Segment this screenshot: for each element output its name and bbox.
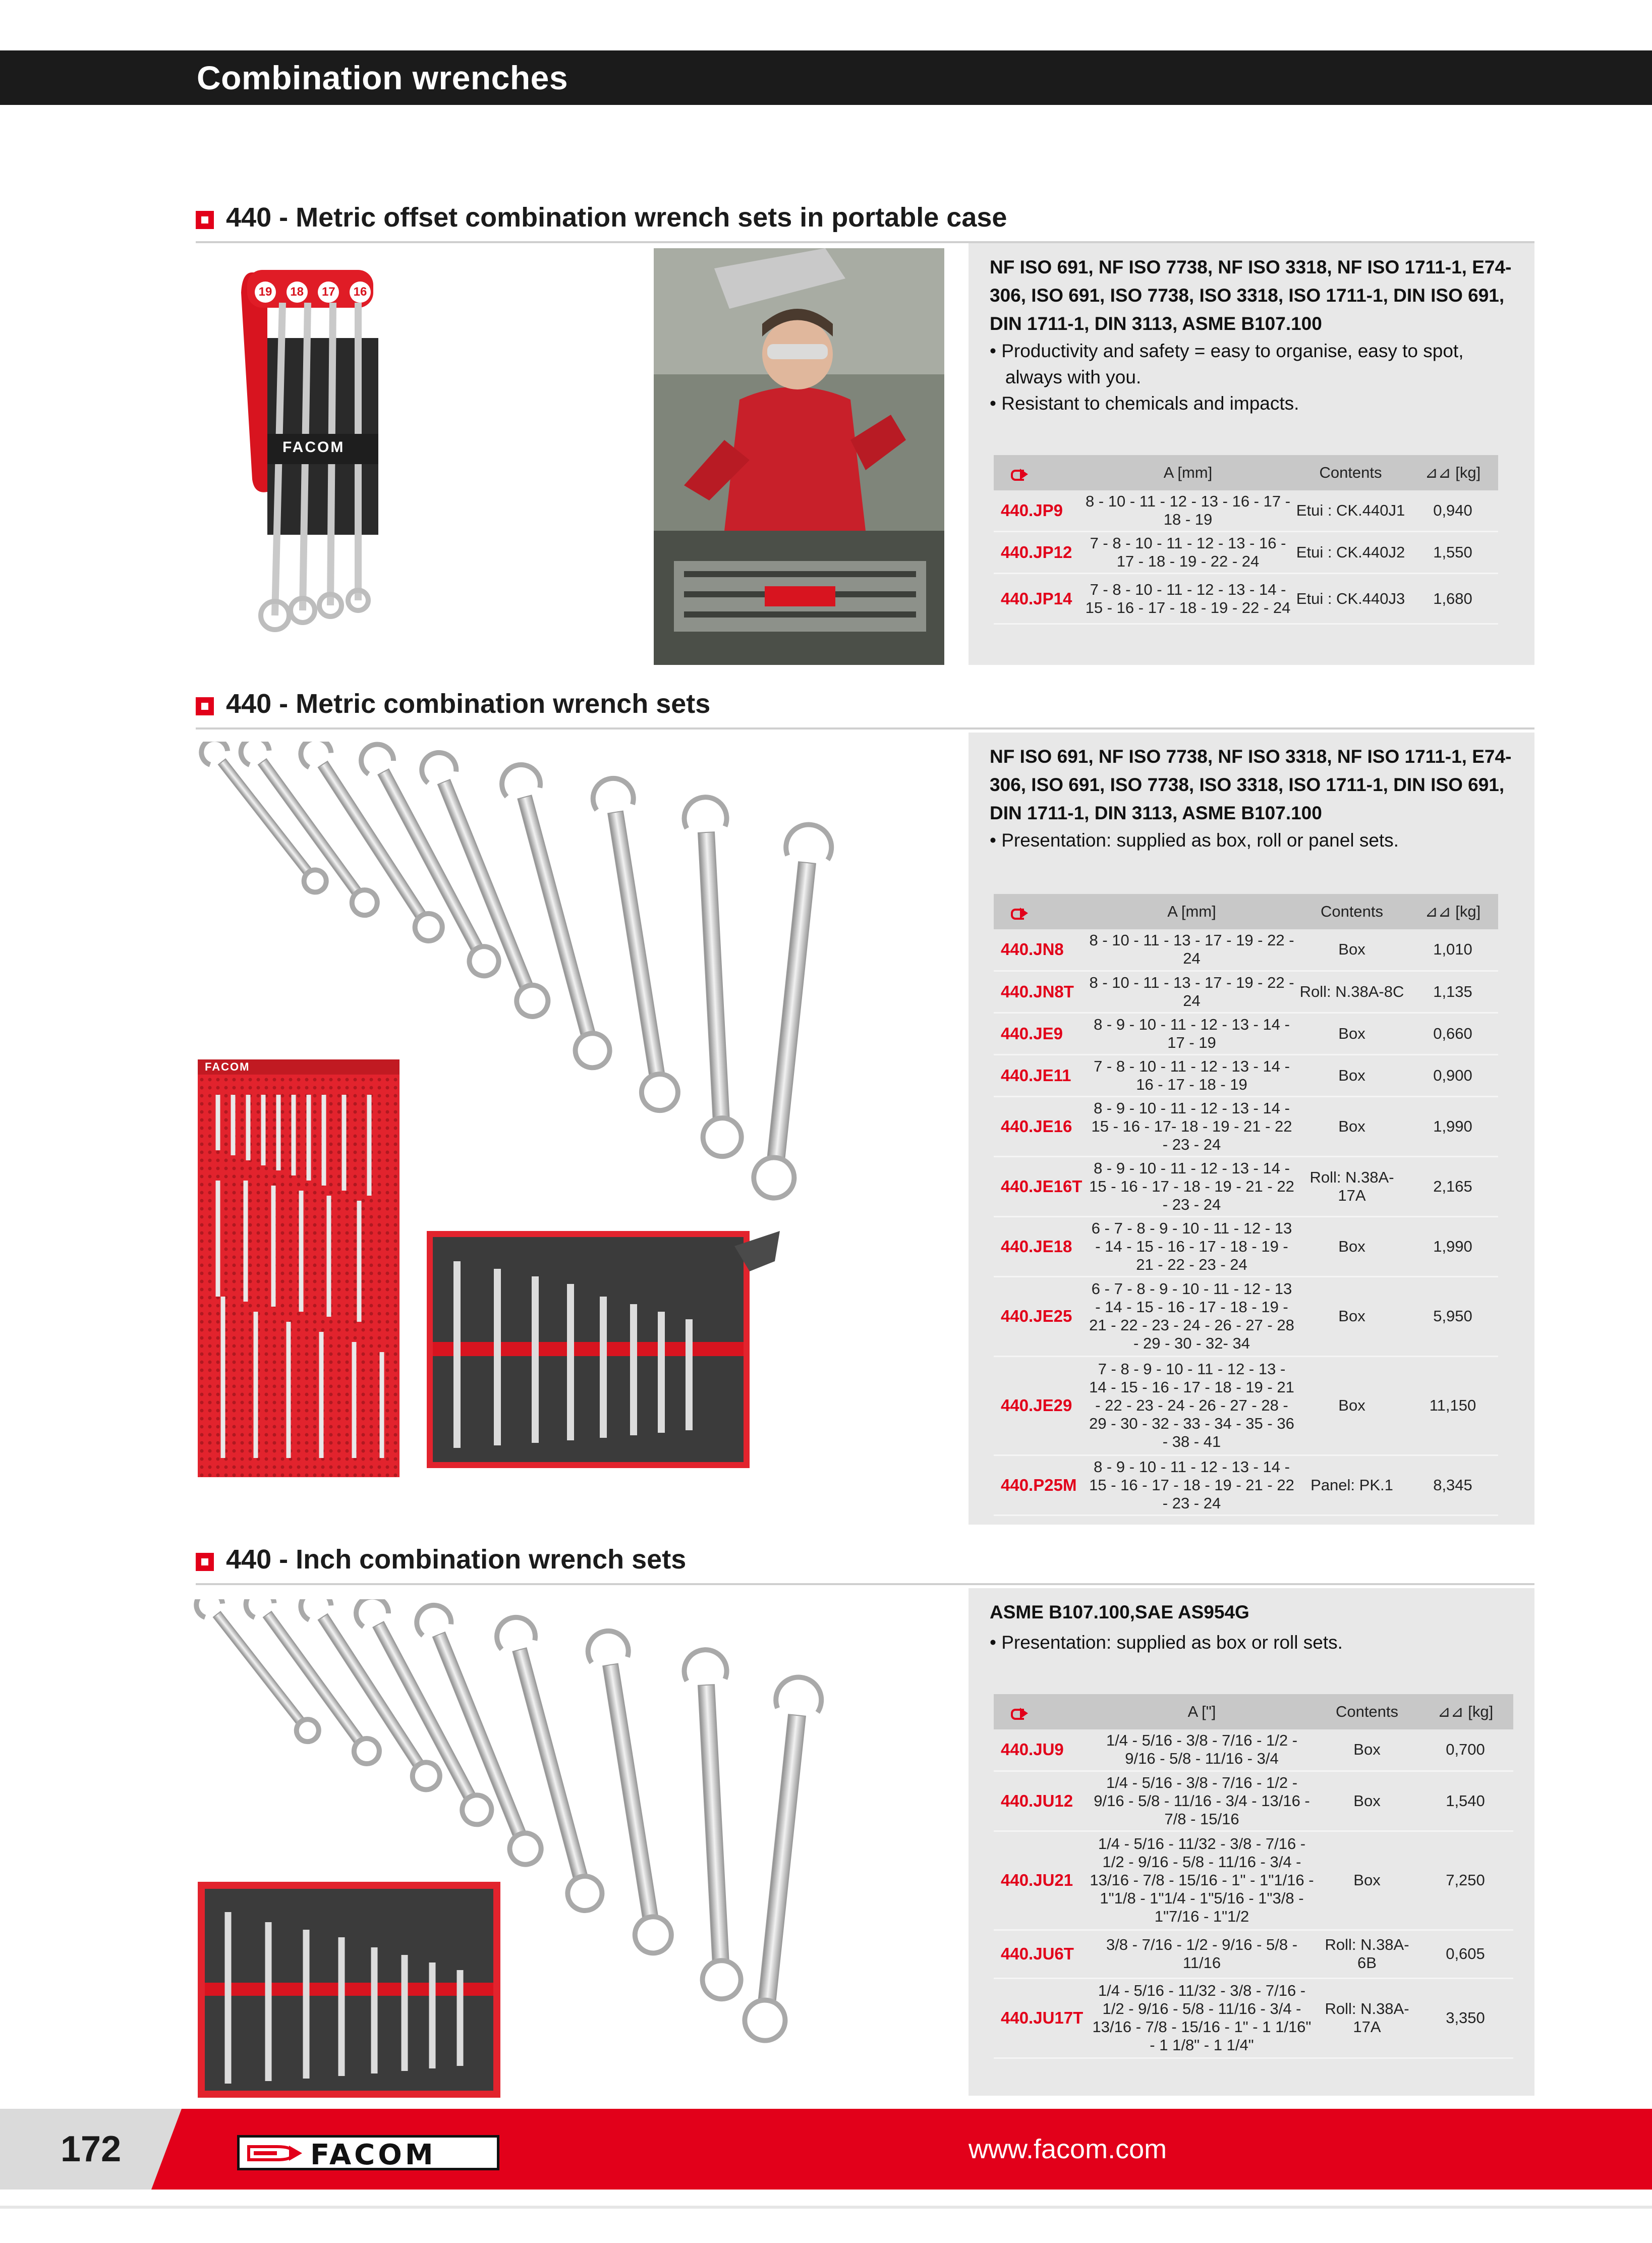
bullet-line: • Productivity and safety = easy to organise, easy to spot,	[990, 341, 1464, 361]
table-row	[994, 532, 1498, 574]
standards-text: ASME B107.100,SAE AS954G	[990, 1602, 1249, 1622]
table-row	[994, 1013, 1498, 1054]
weight-cell: 0,660	[1407, 1013, 1498, 1054]
table-row	[994, 1930, 1513, 1978]
column-header: ⊿⊿ [kg]	[1417, 1694, 1513, 1729]
weight-cell: 2,165	[1407, 1156, 1498, 1216]
section-heading-inch-sets	[196, 1543, 1534, 1585]
product-ref[interactable]: 440.JE16T	[994, 1156, 1087, 1216]
table-row	[994, 929, 1498, 971]
weight-cell: 7,250	[1417, 1831, 1513, 1930]
case-size-label: 19	[255, 282, 276, 303]
weight-cell: 0,940	[1407, 490, 1498, 532]
contents-cell: Box	[1317, 1729, 1417, 1771]
facom-d-icon	[1011, 1708, 1029, 1718]
logo-wordmark: FACOM	[310, 2139, 436, 2171]
page-title: Combination wrenches	[197, 59, 568, 96]
table-row	[994, 1156, 1498, 1216]
section-title: 440 - Metric offset combination wrench sets in portable case	[226, 202, 1007, 233]
standards-text: NF ISO 691, NF ISO 7738, NF ISO 3318, NF ISO 1711-1, E74-306, ISO 691, ISO 7738, ISO 3318, ISO 1711-1, DIN ISO 691, DIN 1711-1, DIN 3113, ASME B107.100	[990, 257, 1512, 334]
weight-cell: 5,950	[1407, 1276, 1498, 1356]
column-header: Contents	[1317, 1694, 1417, 1729]
inch-wrench-roll-image	[198, 1882, 500, 2098]
panel-brand-label: FACOM	[205, 1060, 250, 1073]
product-ref[interactable]: 440.JU9	[994, 1729, 1087, 1771]
section-title: 440 - Inch combination wrench sets	[226, 1544, 687, 1575]
sizes-cell: 1/4 - 5/16 - 3/8 - 7/16 - 1/2 - 9/16 - 5/8 - 11/16 - 3/4 - 13/16 - 7/8 - 15/16	[1087, 1771, 1317, 1831]
weight-cell: 1,135	[1407, 971, 1498, 1013]
column-header: Contents	[1294, 455, 1407, 490]
weight-cell: 8,345	[1407, 1455, 1498, 1515]
table-row	[994, 1356, 1498, 1455]
weight-icon: ⊿⊿	[1425, 464, 1456, 481]
product-ref[interactable]: 440.JE29	[994, 1356, 1087, 1455]
weight-cell: 1,010	[1407, 929, 1498, 971]
sizes-cell: 1/4 - 5/16 - 3/8 - 7/16 - 1/2 - 9/16 - 5/8 - 11/16 - 3/4	[1087, 1729, 1317, 1771]
sizes-cell: 8 - 9 - 10 - 11 - 12 - 13 - 14 - 15 - 16 - 17- 18 - 19 - 21 - 22 - 23 - 24	[1087, 1096, 1296, 1156]
contents-cell: Etui : CK.440J3	[1294, 574, 1407, 624]
case-size-label: 18	[287, 282, 308, 303]
case-size-label: 17	[318, 282, 339, 303]
table-row	[994, 490, 1498, 532]
spec-table-metric	[994, 894, 1498, 1516]
section-heading-metric-sets	[196, 687, 1534, 730]
table-row	[994, 971, 1498, 1013]
table-row	[994, 574, 1498, 624]
sizes-cell: 3/8 - 7/16 - 1/2 - 9/16 - 5/8 - 11/16	[1087, 1930, 1317, 1978]
product-ref[interactable]: 440.JU6T	[994, 1930, 1087, 1978]
weight-cell: 0,605	[1417, 1930, 1513, 1978]
table-row	[994, 1216, 1498, 1276]
header-bar	[0, 50, 1652, 105]
sizes-cell: 7 - 8 - 10 - 11 - 12 - 13 - 14 - 15 - 16 - 17 - 18 - 19 - 22 - 24	[1082, 574, 1294, 624]
table-row	[994, 1729, 1513, 1771]
sizes-cell: 7 - 8 - 10 - 11 - 12 - 13 - 16 - 17 - 18 - 19 - 22 - 24	[1082, 532, 1294, 574]
contents-cell: Etui : CK.440J2	[1294, 532, 1407, 574]
contents-cell: Box	[1317, 1831, 1417, 1930]
table-row	[994, 1096, 1498, 1156]
contents-cell: Box	[1317, 1771, 1417, 1831]
contents-cell: Panel: PK.1	[1296, 1455, 1407, 1515]
bullet-line: • Resistant to chemicals and impacts.	[990, 393, 1299, 414]
weight-icon: ⊿⊿	[1425, 903, 1456, 920]
section-bullet-icon	[196, 1553, 214, 1571]
facom-d-icon	[1011, 908, 1029, 918]
info-panel-metric	[969, 733, 1534, 1525]
table-header-row	[994, 1694, 1513, 1729]
contents-cell: Box	[1296, 1096, 1407, 1156]
product-ref[interactable]: 440.JE18	[994, 1216, 1087, 1276]
contents-cell: Box	[1296, 1054, 1407, 1096]
weight-cell: 1,540	[1417, 1771, 1513, 1831]
contents-cell: Roll: N.38A-8C	[1296, 971, 1407, 1013]
product-ref[interactable]: 440.JN8	[994, 929, 1087, 971]
case-brand-label: FACOM	[282, 439, 345, 456]
column-header: Contents	[1296, 894, 1407, 929]
contents-cell: Box	[1296, 1013, 1407, 1054]
sizes-cell: 8 - 10 - 11 - 13 - 17 - 19 - 22 - 24	[1087, 929, 1296, 971]
sizes-cell: 1/4 - 5/16 - 11/32 - 3/8 - 7/16 - 1/2 - 9/16 - 5/8 - 11/16 - 3/4 - 13/16 - 7/8 - 15/16 - 1" - 1"1/16 - 1"1/8 - 1"1/4 - 1"5/16 - 1"3/8 - 1"7/16 - 1"1/2	[1087, 1831, 1317, 1930]
product-ref[interactable]: 440.JU17T	[994, 1978, 1087, 2058]
info-panel-offset	[969, 243, 1534, 665]
product-ref[interactable]: 440.JE25	[994, 1276, 1087, 1356]
footer-url-link[interactable]: www.facom.com	[969, 2134, 1167, 2164]
table-header-row	[994, 894, 1498, 929]
weight-icon: ⊿⊿	[1437, 1703, 1468, 1720]
sizes-cell: 6 - 7 - 8 - 9 - 10 - 11 - 12 - 13 - 14 - 15 - 16 - 17 - 18 - 19 - 21 - 22 - 23 - 24	[1087, 1216, 1296, 1276]
bullet-line: • Presentation: supplied as box or roll sets.	[990, 1632, 1343, 1653]
ref-column-header	[994, 455, 1082, 490]
sizes-cell: 8 - 9 - 10 - 11 - 12 - 13 - 14 - 15 - 16 - 17 - 18 - 19 - 21 - 22 - 23 - 24	[1087, 1156, 1296, 1216]
weight-cell: 1,990	[1407, 1096, 1498, 1156]
weight-cell: 1,550	[1407, 532, 1498, 574]
footer-divider	[0, 2206, 1652, 2209]
contents-cell: Etui : CK.440J1	[1294, 490, 1407, 532]
section-bullet-icon	[196, 211, 214, 229]
section-heading-offset-sets	[196, 201, 1534, 243]
table-row	[994, 1771, 1513, 1831]
product-ref[interactable]: 440.P25M	[994, 1455, 1087, 1515]
contents-cell: Box	[1296, 1276, 1407, 1356]
table-header-row	[994, 455, 1498, 490]
bullet-line: always with you.	[990, 367, 1142, 387]
product-ref[interactable]: 440.JE9	[994, 1013, 1087, 1054]
spec-table-inch	[994, 1694, 1513, 2059]
table-row	[994, 1978, 1513, 2058]
product-ref[interactable]: 440.JP14	[994, 574, 1082, 624]
workshop-photo	[654, 248, 944, 665]
column-header: ⊿⊿ [kg]	[1407, 455, 1498, 490]
page-number: 172	[61, 2129, 122, 2169]
sizes-cell: 8 - 9 - 10 - 11 - 12 - 13 - 14 - 15 - 16 - 17 - 18 - 19 - 21 - 22 - 23 - 24	[1087, 1455, 1296, 1515]
sizes-cell: 8 - 9 - 10 - 11 - 12 - 13 - 14 - 17 - 19	[1087, 1013, 1296, 1054]
product-ref[interactable]: 440.JP12	[994, 532, 1082, 574]
weight-cell: 1,680	[1407, 574, 1498, 624]
standards-text: NF ISO 691, NF ISO 7738, NF ISO 3318, NF ISO 1711-1, E74-306, ISO 691, ISO 7738, ISO 3318, ISO 1711-1, DIN ISO 691, DIN 1711-1, DIN 3113, ASME B107.100	[990, 746, 1512, 823]
contents-cell: Roll: N.38A-17A	[1317, 1978, 1417, 2058]
product-ref[interactable]: 440.JE11	[994, 1054, 1087, 1096]
product-ref[interactable]: 440.JU21	[994, 1831, 1087, 1930]
contents-cell: Box	[1296, 1356, 1407, 1455]
facom-logo[interactable]	[237, 2135, 499, 2170]
sizes-cell: 8 - 10 - 11 - 12 - 13 - 16 - 17 - 18 - 19	[1082, 490, 1294, 532]
section-bullet-icon	[196, 697, 214, 715]
portable-case-image	[232, 262, 383, 646]
contents-cell: Box	[1296, 1216, 1407, 1276]
weight-cell: 1,990	[1407, 1216, 1498, 1276]
product-ref[interactable]: 440.JP9	[994, 490, 1082, 532]
column-header: ⊿⊿ [kg]	[1407, 894, 1498, 929]
section-title: 440 - Metric combination wrench sets	[226, 689, 711, 719]
sizes-cell: 6 - 7 - 8 - 9 - 10 - 11 - 12 - 13 - 14 - 15 - 16 - 17 - 18 - 19 - 21 - 22 - 23 - 24 - 26 - 27 - 28 - 29 - 30 - 32- 34	[1087, 1276, 1296, 1356]
column-header: A [mm]	[1087, 894, 1296, 929]
bullet-line: • Presentation: supplied as box, roll or panel sets.	[990, 830, 1399, 851]
ref-column-header	[994, 894, 1087, 929]
product-ref[interactable]: 440.JU12	[994, 1771, 1087, 1831]
table-row	[994, 1455, 1498, 1515]
contents-cell: Box	[1296, 929, 1407, 971]
table-row	[994, 1831, 1513, 1930]
product-ref[interactable]: 440.JN8T	[994, 971, 1087, 1013]
info-panel-inch	[969, 1588, 1534, 2096]
wrench-panel-board-image	[198, 1059, 400, 1477]
product-ref[interactable]: 440.JE16	[994, 1096, 1087, 1156]
wrench-roll-image	[427, 1231, 780, 1468]
sizes-cell: 8 - 10 - 11 - 13 - 17 - 19 - 22 - 24	[1087, 971, 1296, 1013]
sizes-cell: 7 - 8 - 10 - 11 - 12 - 13 - 14 - 16 - 17 - 18 - 19	[1087, 1054, 1296, 1096]
sizes-cell: 7 - 8 - 9 - 10 - 11 - 12 - 13 - 14 - 15 - 16 - 17 - 18 - 19 - 21 - 22 - 23 - 24 - 26 - 27 - 28 - 29 - 30 - 32 - 33 - 34 - 35 - 36 - 38 - 41	[1087, 1356, 1296, 1455]
spec-table-offset	[994, 455, 1498, 625]
weight-cell: 0,700	[1417, 1729, 1513, 1771]
ref-column-header	[994, 1694, 1087, 1729]
facom-d-icon	[247, 2144, 302, 2163]
weight-cell: 3,350	[1417, 1978, 1513, 2058]
facom-d-icon	[1011, 469, 1029, 479]
contents-cell: Roll: N.38A-6B	[1317, 1930, 1417, 1978]
case-size-label: 16	[350, 282, 371, 303]
column-header: A ["]	[1087, 1694, 1317, 1729]
weight-cell: 11,150	[1407, 1356, 1498, 1455]
contents-cell: Roll: N.38A-17A	[1296, 1156, 1407, 1216]
table-row	[994, 1276, 1498, 1356]
sizes-cell: 1/4 - 5/16 - 11/32 - 3/8 - 7/16 - 1/2 - 9/16 - 5/8 - 11/16 - 3/4 - 13/16 - 7/8 - 15/16 - 1" - 1 1/16" - 1 1/8" - 1 1/4"	[1087, 1978, 1317, 2058]
weight-cell: 0,900	[1407, 1054, 1498, 1096]
table-row	[994, 1054, 1498, 1096]
column-header: A [mm]	[1082, 455, 1294, 490]
